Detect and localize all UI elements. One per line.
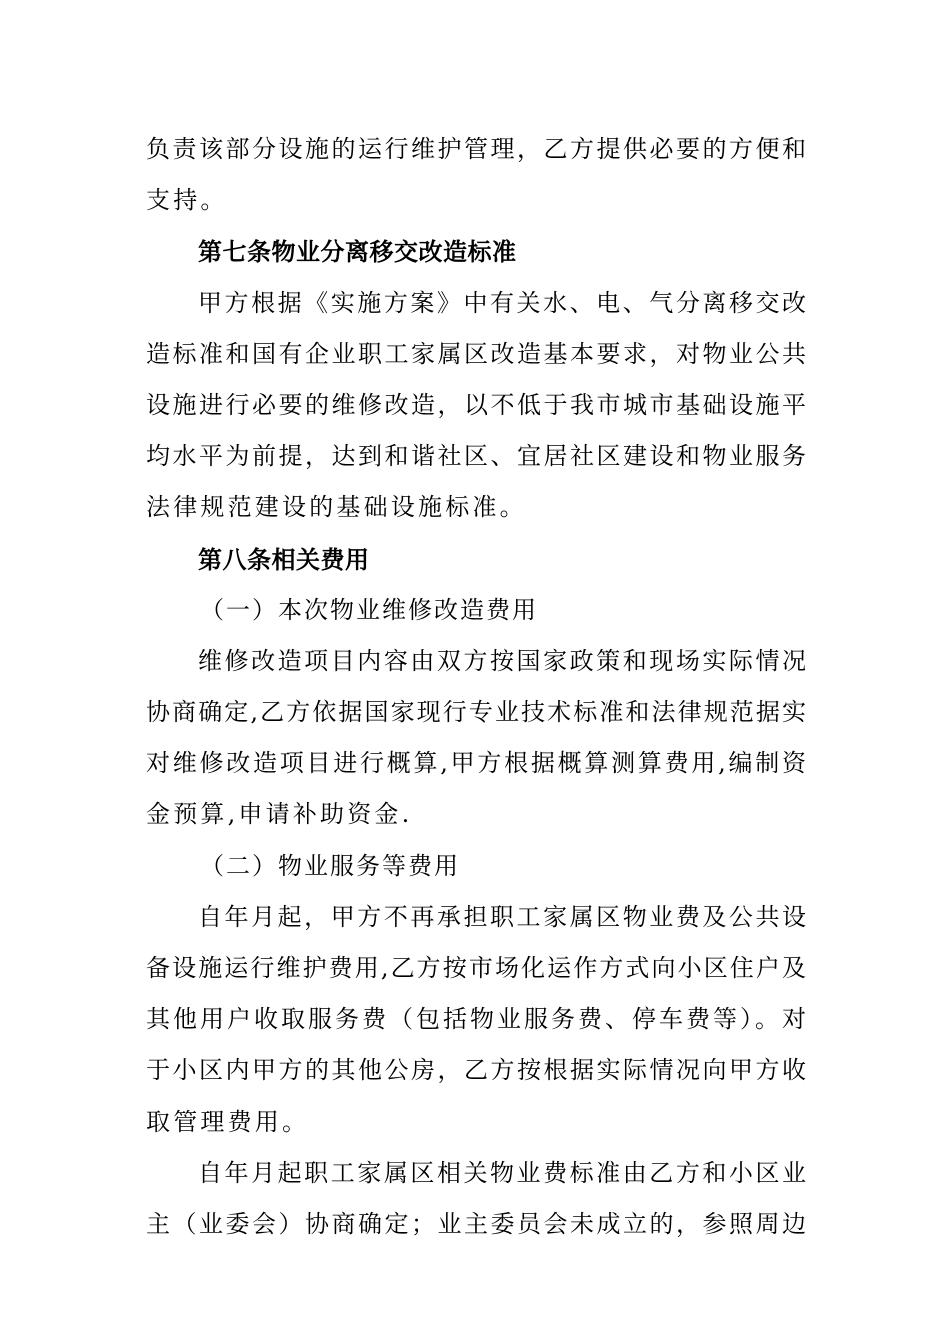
text-line: 对维修改造项目进行概算,甲方根据概算测算费用,编制资: [146, 749, 806, 778]
text-line: 取管理费用。: [146, 1107, 310, 1136]
text-line: 均水平为前提，达到和谐社区、宜居社区建设和物业服务: [146, 442, 806, 471]
section-heading: 第七条物业分离移交改造标准: [198, 237, 517, 267]
text-line: 负责该部分设施的运行维护管理，乙方提供必要的方便和: [146, 135, 806, 163]
text-line: 自年月起，甲方不再承担职工家属区物业费及公共设: [198, 902, 806, 931]
text-line: 造标准和国有企业职工家属区改造基本要求，对物业公共: [146, 339, 806, 368]
text-line: 自年月起职工家属区相关物业费标准由乙方和小区业: [198, 1158, 806, 1187]
text-line: 维修改造项目内容由双方按国家政策和现场实际情况: [198, 646, 806, 675]
text-line: 法律规范建设的基础设施标准。: [146, 493, 527, 522]
document-body: [146, 124, 806, 1250]
text-line: 其他用户收取服务费（包括物业服务费、停车费等）。对: [146, 1005, 806, 1034]
text-line: 支持。: [146, 186, 228, 215]
subsection-heading: （一）本次物业维修改造费用: [200, 595, 538, 624]
text-line: 备设施运行维护费用,乙方按市场化运作方式向小区住户及: [146, 954, 806, 982]
text-line: 主（业委会）协商确定；业主委员会未成立的，参照周边: [146, 1209, 806, 1238]
text-line: 于小区内甲方的其他公房，乙方按根据实际情况向甲方收: [146, 1056, 806, 1085]
text-line: 协商确定,乙方依据国家现行专业技术标准和法律规范据实: [146, 698, 806, 727]
subsection-heading: （二）物业服务等费用: [200, 851, 460, 880]
text-line: 金预算,申请补助资金.: [146, 800, 413, 829]
text-line: 甲方根据《实施方案》中有关水、电、气分离移交改: [198, 288, 806, 317]
text-line: 设施进行必要的维修改造，以不低于我市城市基础设施平: [146, 390, 806, 419]
section-heading: 第八条相关费用: [198, 544, 370, 574]
